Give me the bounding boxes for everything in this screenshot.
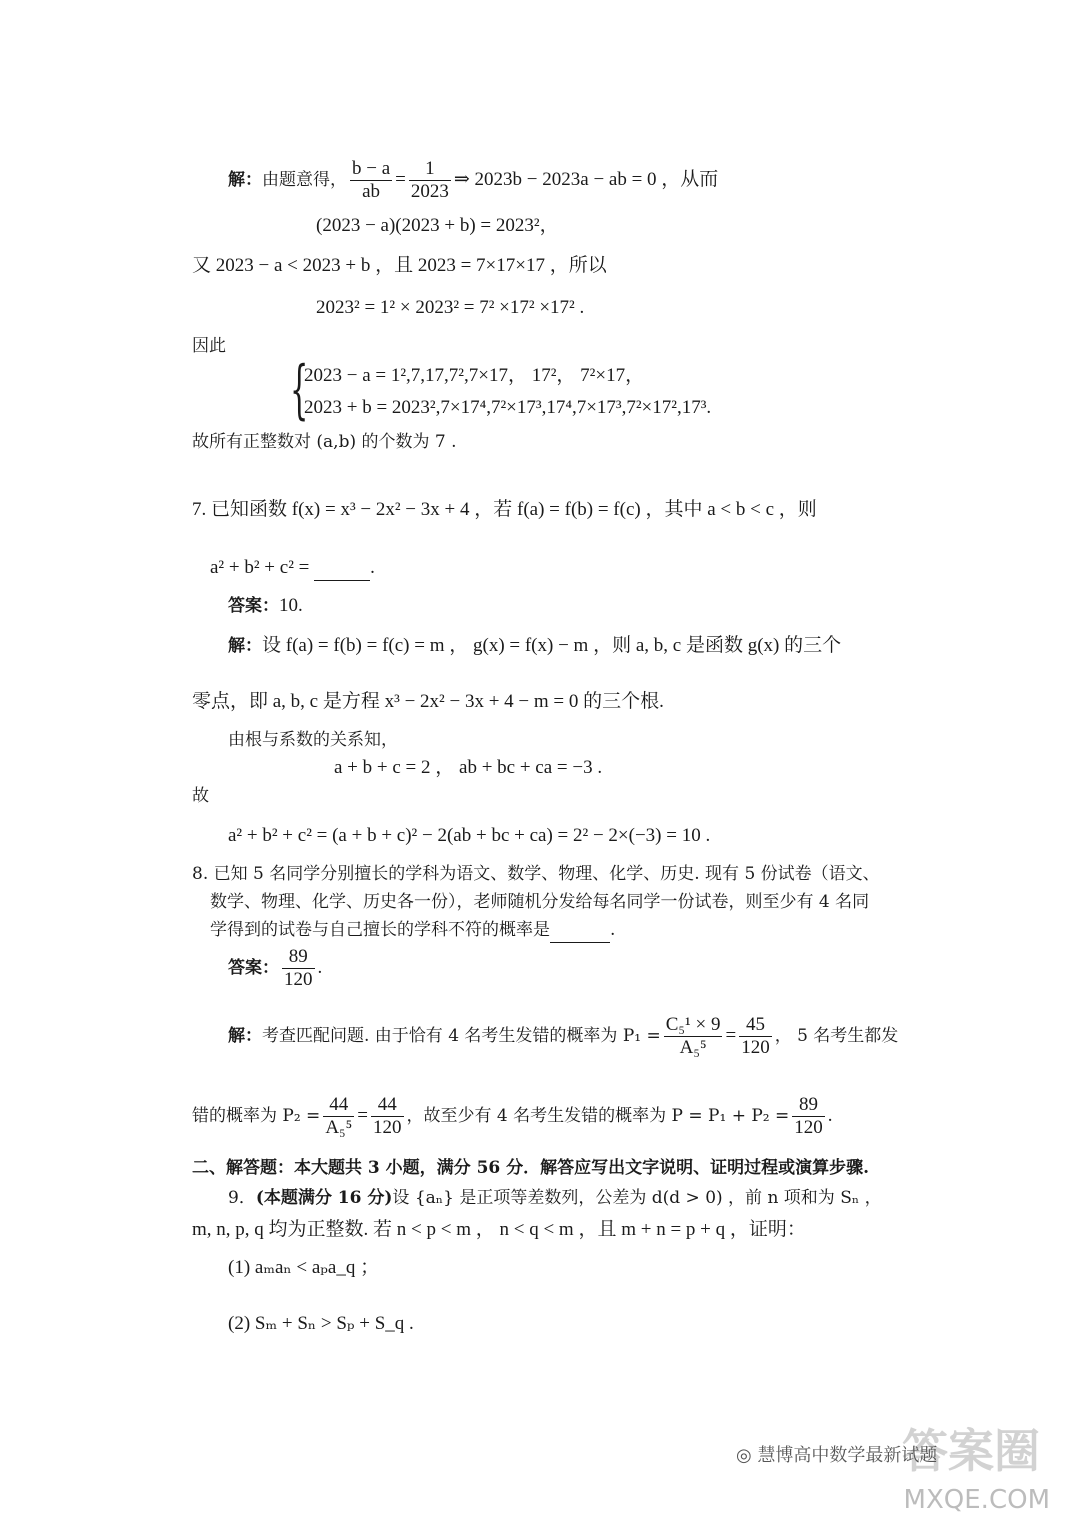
text: ， 5 名考生都发 (774, 1026, 899, 1046)
solution-7-line-1 (228, 634, 841, 658)
denominator: A₅⁵ (325, 1117, 353, 1138)
denominator: A₅⁵ (679, 1037, 707, 1058)
numerator: 44 (323, 1094, 354, 1117)
period: . (317, 957, 323, 978)
watermark-logo: 答案圈 (902, 1424, 1040, 1478)
numerator: 45 (739, 1014, 772, 1037)
text: 设 {aₙ} 是正项等差数列，公差为 d(d > 0) ，前 n 项和为 Sₙ ， (392, 1188, 882, 1208)
solution-8-line-1 (228, 1014, 898, 1059)
solution-8-line-2 (192, 1094, 833, 1139)
question-9-part-2: (2) Sₘ + Sₙ > Sₚ + S_q . (228, 1313, 414, 1334)
numerator: 1 (409, 158, 451, 181)
fraction (282, 946, 315, 991)
watermark-account: ◎ 慧博高中数学最新试题 (736, 1445, 938, 1466)
system-brace: { (290, 353, 309, 427)
question-8-line-3 (210, 918, 615, 943)
question-number: 9． (228, 1188, 256, 1208)
numerator: 89 (792, 1094, 825, 1117)
answer-label: 答案： (228, 596, 279, 616)
question-7-line-1: 7. 已知函数 f(x) = x³ − 2x² − 3x + 4 ，若 f(a) = f(b) = f(c) ，其中 a < b < c ，则 (192, 499, 817, 520)
solution-label: 解： (228, 1026, 262, 1046)
equation: 2023² = 1² × 2023² = 7² ×17² ×17² . (316, 297, 585, 318)
fraction (739, 1014, 772, 1059)
question-9-part-1: (1) aₘaₙ < aₚa_q ； (228, 1257, 380, 1278)
question-9-line-1 (228, 1186, 882, 1210)
answer-blank (314, 556, 370, 581)
answer-8 (228, 946, 322, 991)
period: . (827, 1105, 833, 1126)
text: ⇒ 2023b − 2023a − ab = 0 ，从而 (453, 169, 719, 190)
section-heading: 二、解答题：本大题共 3 小题，满分 56 分．解答应写出文字说明、证明过程或演算步骤. (192, 1158, 870, 1178)
equals: = (357, 1105, 369, 1126)
question-7-line-2 (210, 556, 375, 581)
answer-7 (228, 594, 303, 618)
solution-label: 解： (228, 170, 262, 190)
denominator: ab (362, 181, 381, 202)
numerator: C₅¹ × 9 (665, 1014, 721, 1035)
period: . (370, 557, 375, 578)
paragraph-line: 因此 (192, 336, 226, 356)
denominator: 120 (373, 1117, 402, 1138)
account-name: 慧博高中数学最新试题 (757, 1445, 938, 1466)
solution-7-line-2: 零点，即 a, b, c 是方程 x³ − 2x² − 3x + 4 − m = 0 的三个根. (192, 691, 664, 712)
fraction (664, 1014, 723, 1059)
question-8-line-2: 数学、物理、化学、历史各一份），老师随机分发给每名同学一份试卷，则至少有 4 名同 (210, 892, 870, 912)
numerator: 89 (282, 946, 315, 969)
text: 考查匹配问题. 由于恰有 4 名考生发错的概率为 P₁ = (262, 1026, 661, 1046)
solution-label: 解： (228, 636, 262, 656)
paragraph-line: 又 2023 − a < 2023 + b ，且 2023 = 7×17×17 ，所以 (192, 255, 607, 276)
denominator: 120 (284, 969, 313, 990)
expression: a² + b² + c² = (210, 557, 310, 578)
answer-value: 10. (279, 595, 303, 616)
text: ，故至少有 4 名考生发错的概率为 P = P₁ + P₂ = (406, 1106, 790, 1126)
solution-7-line-3: 由根与系数的关系知， (228, 730, 398, 750)
period: . (610, 920, 616, 940)
equation: a² + b² + c² = (a + b + c)² − 2(ab + bc + ca) = 2² − 2×(−3) = 10 . (228, 825, 711, 846)
text: 学得到的试卷与自己擅长的学科不符的概率是 (210, 920, 550, 940)
score-note: (本题满分 16 分) (255, 1188, 393, 1208)
numerator: b − a (352, 158, 391, 179)
fraction (371, 1094, 404, 1139)
fraction (409, 158, 451, 203)
text: 设 f(a) = f(b) = f(c) = m ， g(x) = f(x) − m ，则 a, b, c 是函数 g(x) 的三个 (262, 635, 842, 656)
equation: (2023 − a)(2023 + b) = 2023²， (316, 215, 559, 236)
numerator: 44 (371, 1094, 404, 1117)
fraction (350, 158, 392, 203)
question-8-line-1: 8. 已知 5 名同学分别擅长的学科为语文、数学、物理、化学、历史. 现有 5 份试卷（语文、 (192, 864, 880, 884)
equation: a + b + c = 2 ， ab + bc + ca = −3 . (334, 757, 603, 778)
solution-7-line-5: 故 (192, 786, 209, 806)
denominator: 2023 (410, 181, 449, 202)
question-9-line-2: m, n, p, q 均为正整数. 若 n < p < m ， n < q < m ，且 m + n = p + q ，证明： (192, 1219, 806, 1240)
answer-label: 答案： (228, 958, 279, 978)
equals: = (725, 1025, 737, 1046)
watermark-site: MXQE.COM (903, 1485, 1050, 1515)
fraction (323, 1094, 354, 1139)
text: 错的概率为 P₂ = (192, 1106, 321, 1126)
text: 由题意得， (262, 170, 347, 190)
solution-6-line-1: 解：由题意得， $\frac{b - a}{ab}$ = $\frac{1}{2023}$ ⇒ 2023b − 2023a − ab = 0 ，从而 (228, 158, 719, 202)
paragraph-line: 故所有正整数对 (a,b) 的个数为 7 . (192, 432, 457, 452)
system-line-2: 2023 + b = 2023²,7×17⁴,7²×17³,17⁴,7×17³,7²×17²,17³. (304, 397, 712, 418)
answer-blank (550, 918, 610, 943)
fraction (792, 1094, 825, 1139)
denominator: 120 (741, 1037, 770, 1058)
denominator: 120 (794, 1117, 823, 1138)
system-line-1: 2023 − a = 1²,7,17,7²,7×17， 17²， 7²×17， (304, 365, 645, 386)
